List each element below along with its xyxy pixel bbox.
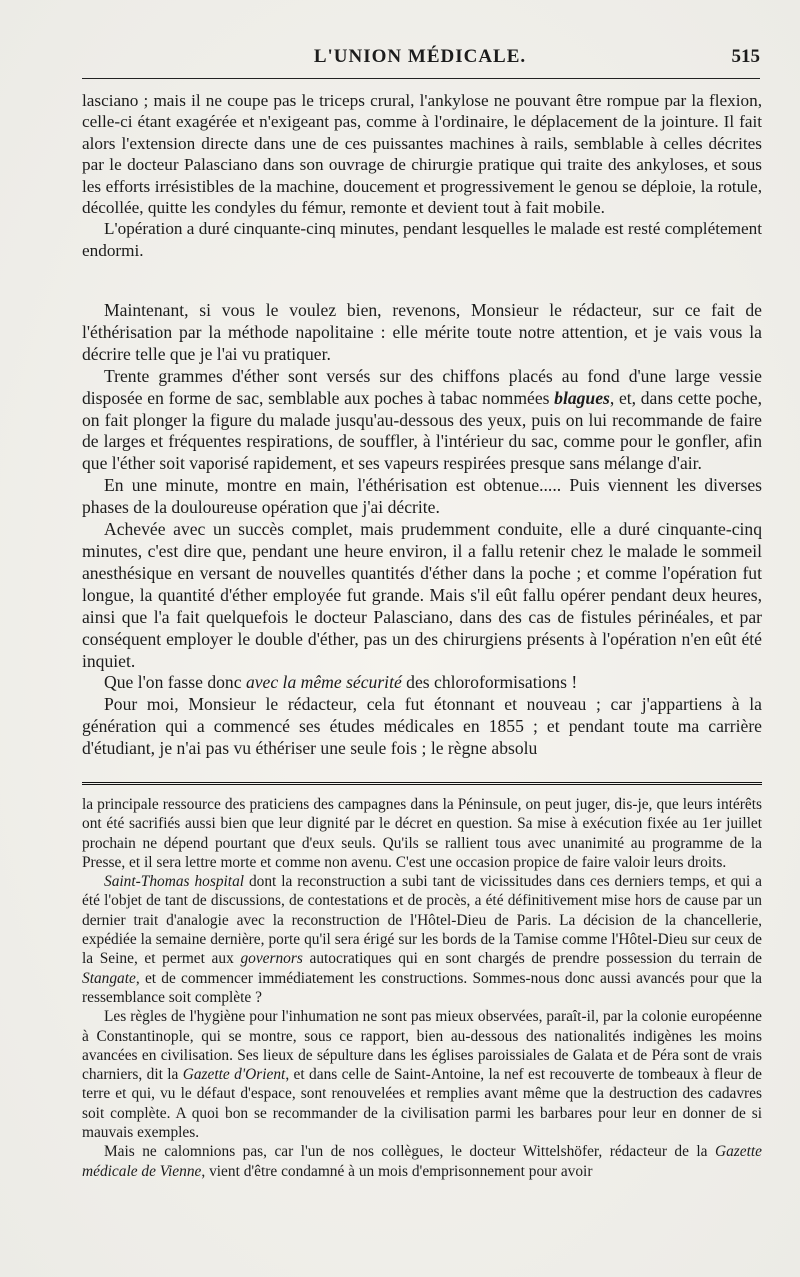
italic-term: Stangate (82, 969, 136, 987)
paragraph: En une minute, montre en main, l'éthérisation est obtenue..... Puis viennent les diverses phases de la douloureuse opération que j'ai décrite. (82, 475, 762, 518)
paragraph (82, 872, 762, 1007)
italic-term: blagues (554, 387, 610, 408)
text-run: autocratiques qui en sont chargés de prendre possession du terrain de (302, 950, 763, 968)
column-separator-rule (82, 782, 762, 785)
feuilleton-text-block (82, 795, 762, 1181)
italic-term: governors (240, 950, 303, 968)
paragraph (82, 1007, 762, 1142)
paragraph: la principale ressource des praticiens des campagnes dans la Péninsule, on peut juger, dis-je, que leurs intérêts ont été sacrifiés aussi bien que leur dignité par le décret en question. Sa mise à exécution fixée au 1er juillet prochain ne dépend pourtant que d'eux seuls. Qu'ils se rallient tous avec unanimité au programme de la Presse, et il sera lettre morte et comme non avenu. C'est une occasion propice de faire valoir leurs droits. (82, 796, 762, 871)
text-run: , et de commencer immédiatement les constructions. Sommes-nous donc aussi avancés pour que la ressemblance soit complète ? (82, 969, 762, 1006)
paragraph: lasciano ; mais il ne coupe pas le triceps crural, l'ankylose ne pouvant être rompue par la flexion, celle-ci étant exagérée et n'exigeant pas, comme à l'ordinaire, le déplacement de la jointure. Il fait alors l'extension directe dans une de ces puissantes machines à rails, semblable à celles décrites par le docteur Palasciano dans son ouvrage de chirurgie pratique qui traite des ankyloses, et sous les efforts irrésistibles de la machine, doucement et progressivement le genou se déploie, la rotule, décollée, quitte les condyles du fémur, remonte et devient tout à fait mobile. (82, 91, 762, 218)
text-run: Mais ne calomnions pas, car l'un de nos collègues, le docteur Wittelshöfer, rédacteur de la (104, 1143, 715, 1161)
italic-term: Saint-Thomas hospital (104, 873, 245, 891)
paragraph (82, 672, 762, 694)
main-text-block (82, 300, 762, 760)
paragraph: Pour moi, Monsieur le rédacteur, cela fut étonnant et nouveau ; car j'appartiens à la génération qui a commencé ses études médicales en 1855 ; et pendant toute ma carrière d'étudiant, je n'ai pas vu éthériser une seule fois ; le règne absolu (82, 694, 762, 759)
italic-term: Gazette d'Orient (182, 1066, 286, 1084)
text-run: , et dans celle de Saint-Antoine, la nef est recouverte de tombeaux à fleur de terre et qui, vu le défaut d'espace, sont renouvelées et remplies avant même que la destruction des cadavres soit complète. A quoi bon se recommander de la civilisation parmi les barbares pour leur en donner de si mauvais exemples. (82, 1066, 762, 1142)
page-header (80, 44, 760, 74)
text-run: Les règles de l'hygiène pour l'inhumation ne sont pas mieux observées, paraît-il, par la colonie européenne à Constantinople, qui se montre, sous ce rapport, bien au-dessous des nationalités indigènes les moins avancées en civilisation. Ses lieux de sépulture dans les églises paroissiales de Galata et de Péra sont de vrais charniers, dit la (82, 1008, 762, 1084)
header-rule (82, 78, 760, 79)
page-number: 515 (731, 46, 760, 67)
paragraph: Achevée avec un succès complet, mais prudemment conduite, elle a duré cinquante-cinq minutes, c'est dire que, pendant une heure environ, il a fallu retenir chez le malade le sommeil anesthésique en versant de nouvelles quantités d'éther dans la poche ; et comme l'opération fut longue, la quantité d'éther employée fut grande. Mais s'il eût fallu opérer pendant deux heures, ainsi que l'a fait quelquefois le docteur Palasciano, dans des cas de fistules périnéales, et par conséquent employer le double d'éther, pas un des chirurgiens présents à l'opération n'en eût été inquiet. (82, 519, 762, 671)
paragraph: Maintenant, si vous le voulez bien, revenons, Monsieur le rédacteur, sur ce fait de l'éthérisation par la méthode napolitaine : elle mérite toute notre attention, et je vais vous la décrire telle que je l'ai vu pratiquer. (82, 300, 762, 364)
paragraph (82, 1142, 762, 1181)
top-text-block (82, 90, 762, 261)
text-run: Trente grammes d'éther sont versés sur des chiffons placés au fond d'une large vessie disposée en forme de sac, semblable aux poches à tabac nommées (82, 365, 762, 408)
text-run: , vient d'être condamné à un mois d'emprisonnement pour avoir (201, 1162, 593, 1180)
text-run: Que l'on fasse donc (104, 672, 246, 693)
italic-term: avec la même sécurité (245, 672, 402, 693)
text-run: des chloroformisations ! (401, 672, 578, 693)
paragraph (82, 366, 762, 476)
text-run: dont la reconstruction a subi tant de vicissitudes dans ces derniers temps, et qui a été l'objet de tant de discussions, de contestations et de procès, a été définitivement mise hors de cause par un dernier trait d'analogie avec la reconstruction de l'Hôtel-Dieu de Paris. La décision de la chancellerie, expédiée la semaine dernière, porte qu'il sera érigé sur les bords de la Tamise comme l'Hôtel-Dieu sur ceux de la Seine, et permet aux (82, 873, 762, 968)
italic-term: Gazette médicale de Vienne (82, 1143, 762, 1180)
paragraph: L'opération a duré cinquante-cinq minutes, pendant lesquelles le malade est resté complétement endormi. (82, 219, 762, 260)
running-head: L'UNION MÉDICALE. (313, 46, 527, 67)
text-run: , et, dans cette poche, on fait plonger la figure du malade jusqu'au-dessous des yeux, puis on lui recommande de faire de larges et fréquentes respirations, de souffler, à l'intérieur du sac, comme pour le gonfler, afin que l'éther soit vaporisé rapidement, et ses vapeurs respirées presque sans mélange d'air. (82, 387, 762, 474)
